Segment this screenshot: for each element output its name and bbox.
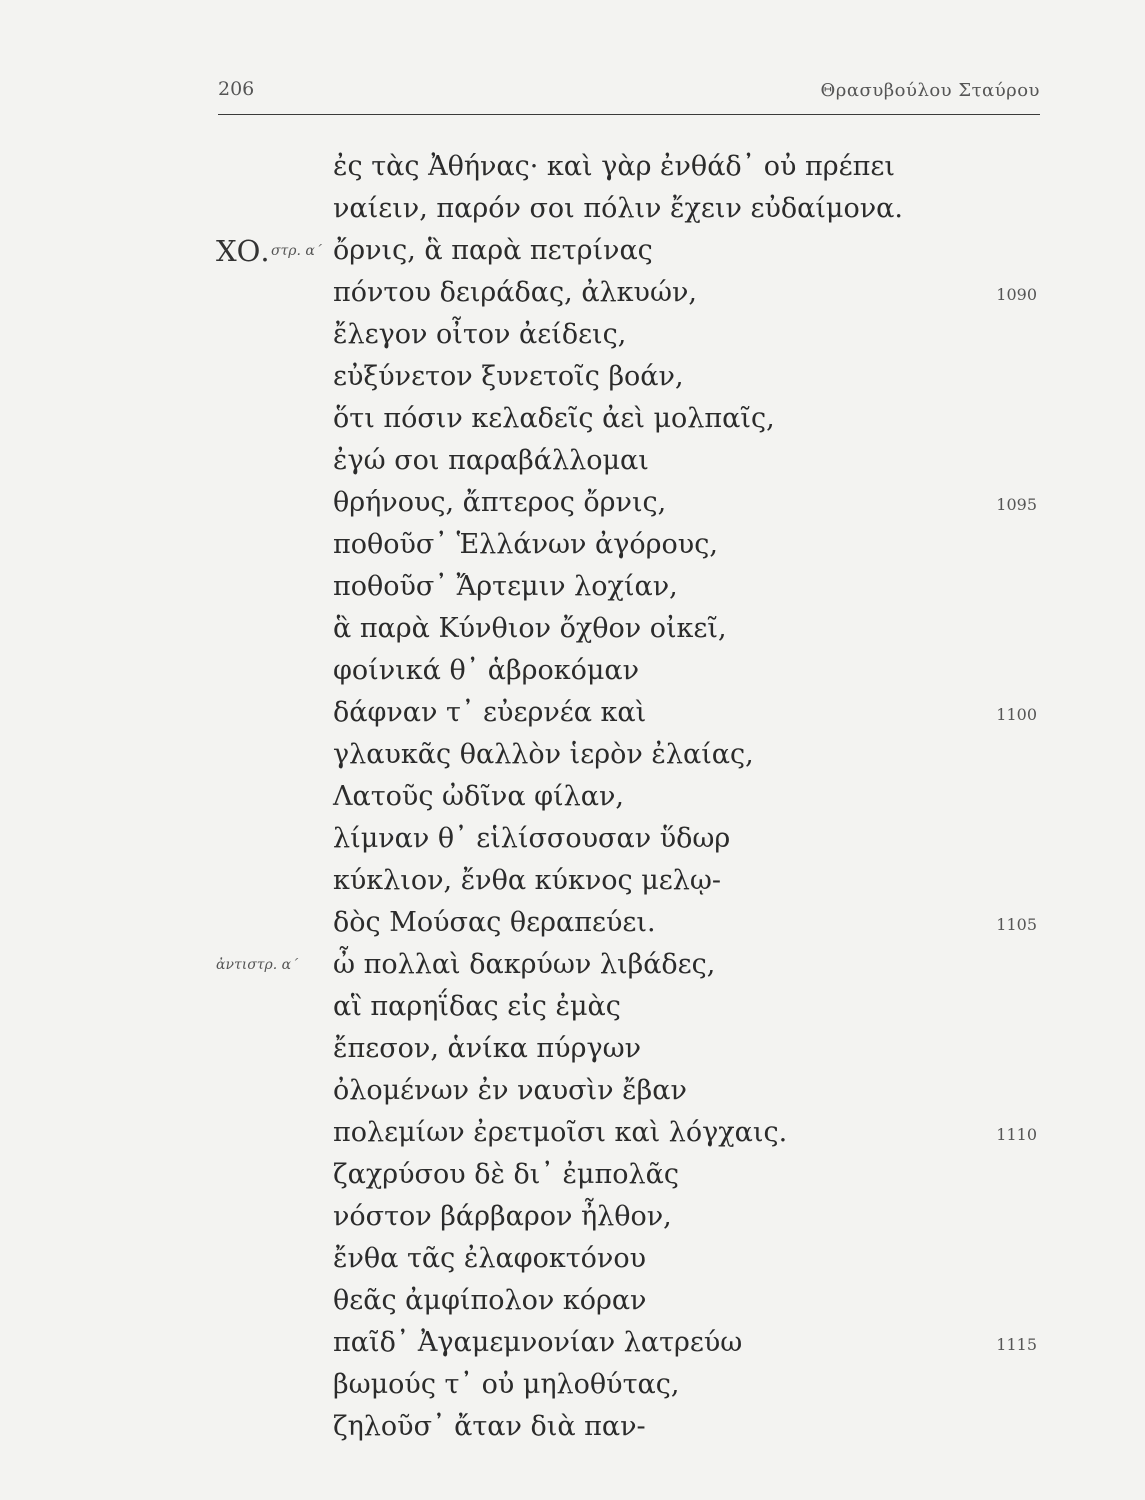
verse-line (0, 482, 1145, 524)
verse-text-line: θρήνους, ἄπτερος ὄρνις, (333, 487, 667, 518)
verse-line (0, 272, 1145, 314)
verse-line (0, 188, 1145, 230)
page-number: 206 (218, 78, 255, 100)
verse-text-line: Λατοῦς ὠδῖνα φίλαν, (333, 781, 624, 812)
verse-text-line: ζαχρύσου δὲ δι᾽ ἐμπολᾶς (333, 1159, 679, 1190)
verse-text-line: ὦ πολλαὶ δακρύων λιβάδες, (333, 949, 716, 980)
verse-line (0, 1364, 1145, 1406)
verse-text-line: ζηλοῦσ᾽ ἄταν διὰ παν- (333, 1411, 646, 1442)
line-number: 1100 (996, 705, 1037, 724)
line-number: 1105 (996, 915, 1037, 934)
line-number: 1110 (996, 1125, 1037, 1144)
verse-line (0, 440, 1145, 482)
verse-text-line: ὅτι πόσιν κελαδεῖς ἀεὶ μολπαῖς, (333, 403, 775, 434)
verse-text-line: πόντου δειράδας, ἀλκυών, (333, 277, 697, 308)
verse-line (0, 776, 1145, 818)
verse-text-line: ἔλεγον οἶτον ἀείδεις, (333, 319, 627, 350)
verse-line (0, 1154, 1145, 1196)
line-number: 1090 (996, 285, 1037, 304)
verse-text-line: ὀλομένων ἐν ναυσὶν ἔβαν (333, 1075, 687, 1106)
verse-text-line: ἐγώ σοι παραβάλλομαι (333, 445, 649, 476)
verse-line (0, 356, 1145, 398)
verse-text-line: ποθοῦσ᾽ Ἄρτεμιν λοχίαν, (333, 571, 678, 602)
verse-line (0, 566, 1145, 608)
verse-text-line: νόστον βάρβαρον ἦλθον, (333, 1201, 672, 1232)
verse-text-line: δὸς Μούσας θεραπεύει. (333, 907, 656, 938)
verse-line (0, 146, 1145, 188)
verse-text-line: πολεμίων ἐρετμοῖσι καὶ λόγχαις. (333, 1117, 788, 1148)
verse-text-line: γλαυκᾶς θαλλὸν ἱερὸν ἐλαίας, (333, 739, 754, 770)
verse-line (0, 902, 1145, 944)
verse-line (0, 818, 1145, 860)
page-header (218, 74, 1040, 115)
antistrophe-label: ἀντιστρ. α΄ (216, 957, 299, 973)
verse-line (0, 860, 1145, 902)
verse-line (0, 944, 1145, 986)
verse-text-line: παῖδ᾽ Ἀγαμεμνονίαν λατρεύω (333, 1327, 743, 1358)
verse-text-line: δάφναν τ᾽ εὐερνέα καὶ (333, 697, 647, 728)
verse-line (0, 1280, 1145, 1322)
speaker-label: ΧΟ. (216, 234, 270, 268)
verse-line (0, 524, 1145, 566)
strophe-label: στρ. α΄ (271, 243, 322, 259)
verse-line (0, 1406, 1145, 1448)
verse-text-line: λίμναν θ᾽ εἱλίσσουσαν ὕδωρ (333, 823, 731, 854)
verse-line (0, 230, 1145, 272)
verse-line (0, 1112, 1145, 1154)
line-number: 1115 (996, 1335, 1037, 1354)
verse-text-line: κύκλιον, ἔνθα κύκνος μελῳ- (333, 865, 721, 896)
verse-line (0, 314, 1145, 356)
verse-text-line: ναίειν, παρόν σοι πόλιν ἔχειν εὐδαίμονα. (333, 193, 903, 224)
verse-text-line: ἔνθα τᾶς ἐλαφοκτόνου (333, 1243, 646, 1274)
verse-text-line: ἃ παρὰ Κύνθιον ὄχθον οἰκεῖ, (333, 613, 727, 644)
verse-line (0, 986, 1145, 1028)
verse-line (0, 1238, 1145, 1280)
verse-text-line: ποθοῦσ᾽ Ἑλλάνων ἀγόρους, (333, 529, 718, 560)
verse-text-line: ὄρνις, ἃ παρὰ πετρίνας (333, 235, 653, 266)
line-number: 1095 (996, 495, 1037, 514)
verse-text-line: ἐς τὰς Ἀθήνας· καὶ γὰρ ἐνθάδ᾽ οὐ πρέπει (333, 151, 895, 182)
verse-line (0, 1070, 1145, 1112)
verse-line (0, 1028, 1145, 1070)
verse-line (0, 1322, 1145, 1364)
verse-text-line: εὐξύνετον ξυνετοῖς βοάν, (333, 361, 684, 392)
verse-text-line: ἔπεσον, ἁνίκα πύργων (333, 1033, 642, 1064)
running-head: Θρασυβούλου Σταύρου (820, 80, 1040, 101)
verse-line (0, 650, 1145, 692)
verse-line (0, 692, 1145, 734)
verse-text-line: φοίνικά θ᾽ ἁβροκόμαν (333, 655, 640, 686)
verse-text-line: θεᾶς ἀμφίπολον κόραν (333, 1285, 647, 1316)
verse-line (0, 734, 1145, 776)
verse-text-line: αἳ παρηΐδας εἰς ἐμὰς (333, 991, 621, 1022)
verse-line (0, 398, 1145, 440)
verse-line (0, 1196, 1145, 1238)
verse-text-line: βωμούς τ᾽ οὐ μηλοθύτας, (333, 1369, 680, 1400)
verse-line (0, 608, 1145, 650)
